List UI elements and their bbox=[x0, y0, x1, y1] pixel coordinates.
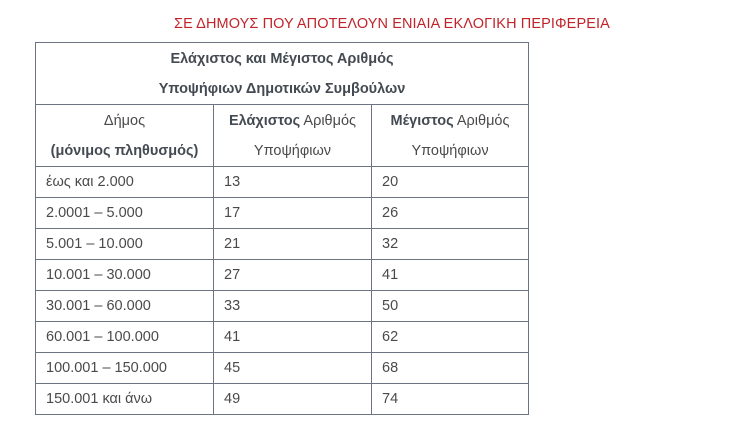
min-cell: 17 bbox=[214, 198, 372, 229]
table-row bbox=[36, 353, 529, 384]
population-cell: 100.001 – 150.000 bbox=[36, 353, 214, 384]
min-cell: 41 bbox=[214, 322, 372, 353]
table-row bbox=[36, 229, 529, 260]
population-cell: 30.001 – 60.000 bbox=[36, 291, 214, 322]
page-heading: ΣΕ ΔΗΜΟΥΣ ΠΟΥ ΑΠΟΤΕΛΟΥΝ ΕΝΙΑΙΑ ΕΚΛΟΓΙΚΗ ΠΕΡΙΦΕΡΕΙΑ bbox=[174, 16, 610, 32]
max-cell: 62 bbox=[372, 322, 529, 353]
min-cell: 13 bbox=[214, 167, 372, 198]
header-municipality-line-2: (μόνιμος πληθυσμός) bbox=[50, 142, 199, 159]
table-row bbox=[36, 198, 529, 229]
population-cell: 150.001 και άνω bbox=[36, 384, 214, 415]
header-minimum-bold: Ελάχιστος bbox=[228, 112, 301, 129]
header-maximum-line-2: Υποψήφιων bbox=[411, 142, 489, 159]
min-cell: 27 bbox=[214, 260, 372, 291]
table-row bbox=[36, 384, 529, 415]
population-cell: 10.001 – 30.000 bbox=[36, 260, 214, 291]
candidates-table bbox=[35, 42, 529, 415]
table-title-row bbox=[36, 43, 529, 105]
table-header-row bbox=[36, 105, 529, 167]
population-cell: 60.001 – 100.000 bbox=[36, 322, 214, 353]
min-cell: 33 bbox=[214, 291, 372, 322]
header-municipality-line-1: Δήμος bbox=[103, 112, 146, 129]
population-cell: έως και 2.000 bbox=[36, 167, 214, 198]
max-cell: 50 bbox=[372, 291, 529, 322]
max-cell: 20 bbox=[372, 167, 529, 198]
table-row bbox=[36, 322, 529, 353]
population-cell: 2.0001 – 5.000 bbox=[36, 198, 214, 229]
min-cell: 45 bbox=[214, 353, 372, 384]
header-maximum-rest: Αριθμός bbox=[453, 112, 510, 129]
max-cell: 68 bbox=[372, 353, 529, 384]
min-cell: 49 bbox=[214, 384, 372, 415]
max-cell: 74 bbox=[372, 384, 529, 415]
header-minimum-rest: Αριθμός bbox=[300, 112, 357, 129]
table-title-line-1: Ελάχιστος και Μέγιστος Αριθμός bbox=[170, 50, 394, 67]
header-maximum-bold: Μέγιστος bbox=[390, 112, 454, 129]
header-maximum bbox=[372, 105, 529, 167]
header-minimum-line-2: Υποψήφιων bbox=[253, 142, 332, 159]
table-title bbox=[36, 43, 529, 105]
max-cell: 32 bbox=[372, 229, 529, 260]
header-maximum-line-1 bbox=[372, 106, 528, 136]
header-minimum bbox=[214, 105, 372, 167]
table-title-line-2: Υποψήφιων Δημοτικών Συμβούλων bbox=[158, 80, 406, 97]
max-cell: 26 bbox=[372, 198, 529, 229]
table-row bbox=[36, 291, 529, 322]
min-cell: 21 bbox=[214, 229, 372, 260]
header-minimum-line-1 bbox=[214, 106, 371, 136]
table-row bbox=[36, 260, 529, 291]
max-cell: 41 bbox=[372, 260, 529, 291]
table-row bbox=[36, 167, 529, 198]
population-cell: 5.001 – 10.000 bbox=[36, 229, 214, 260]
header-municipality bbox=[36, 105, 214, 167]
